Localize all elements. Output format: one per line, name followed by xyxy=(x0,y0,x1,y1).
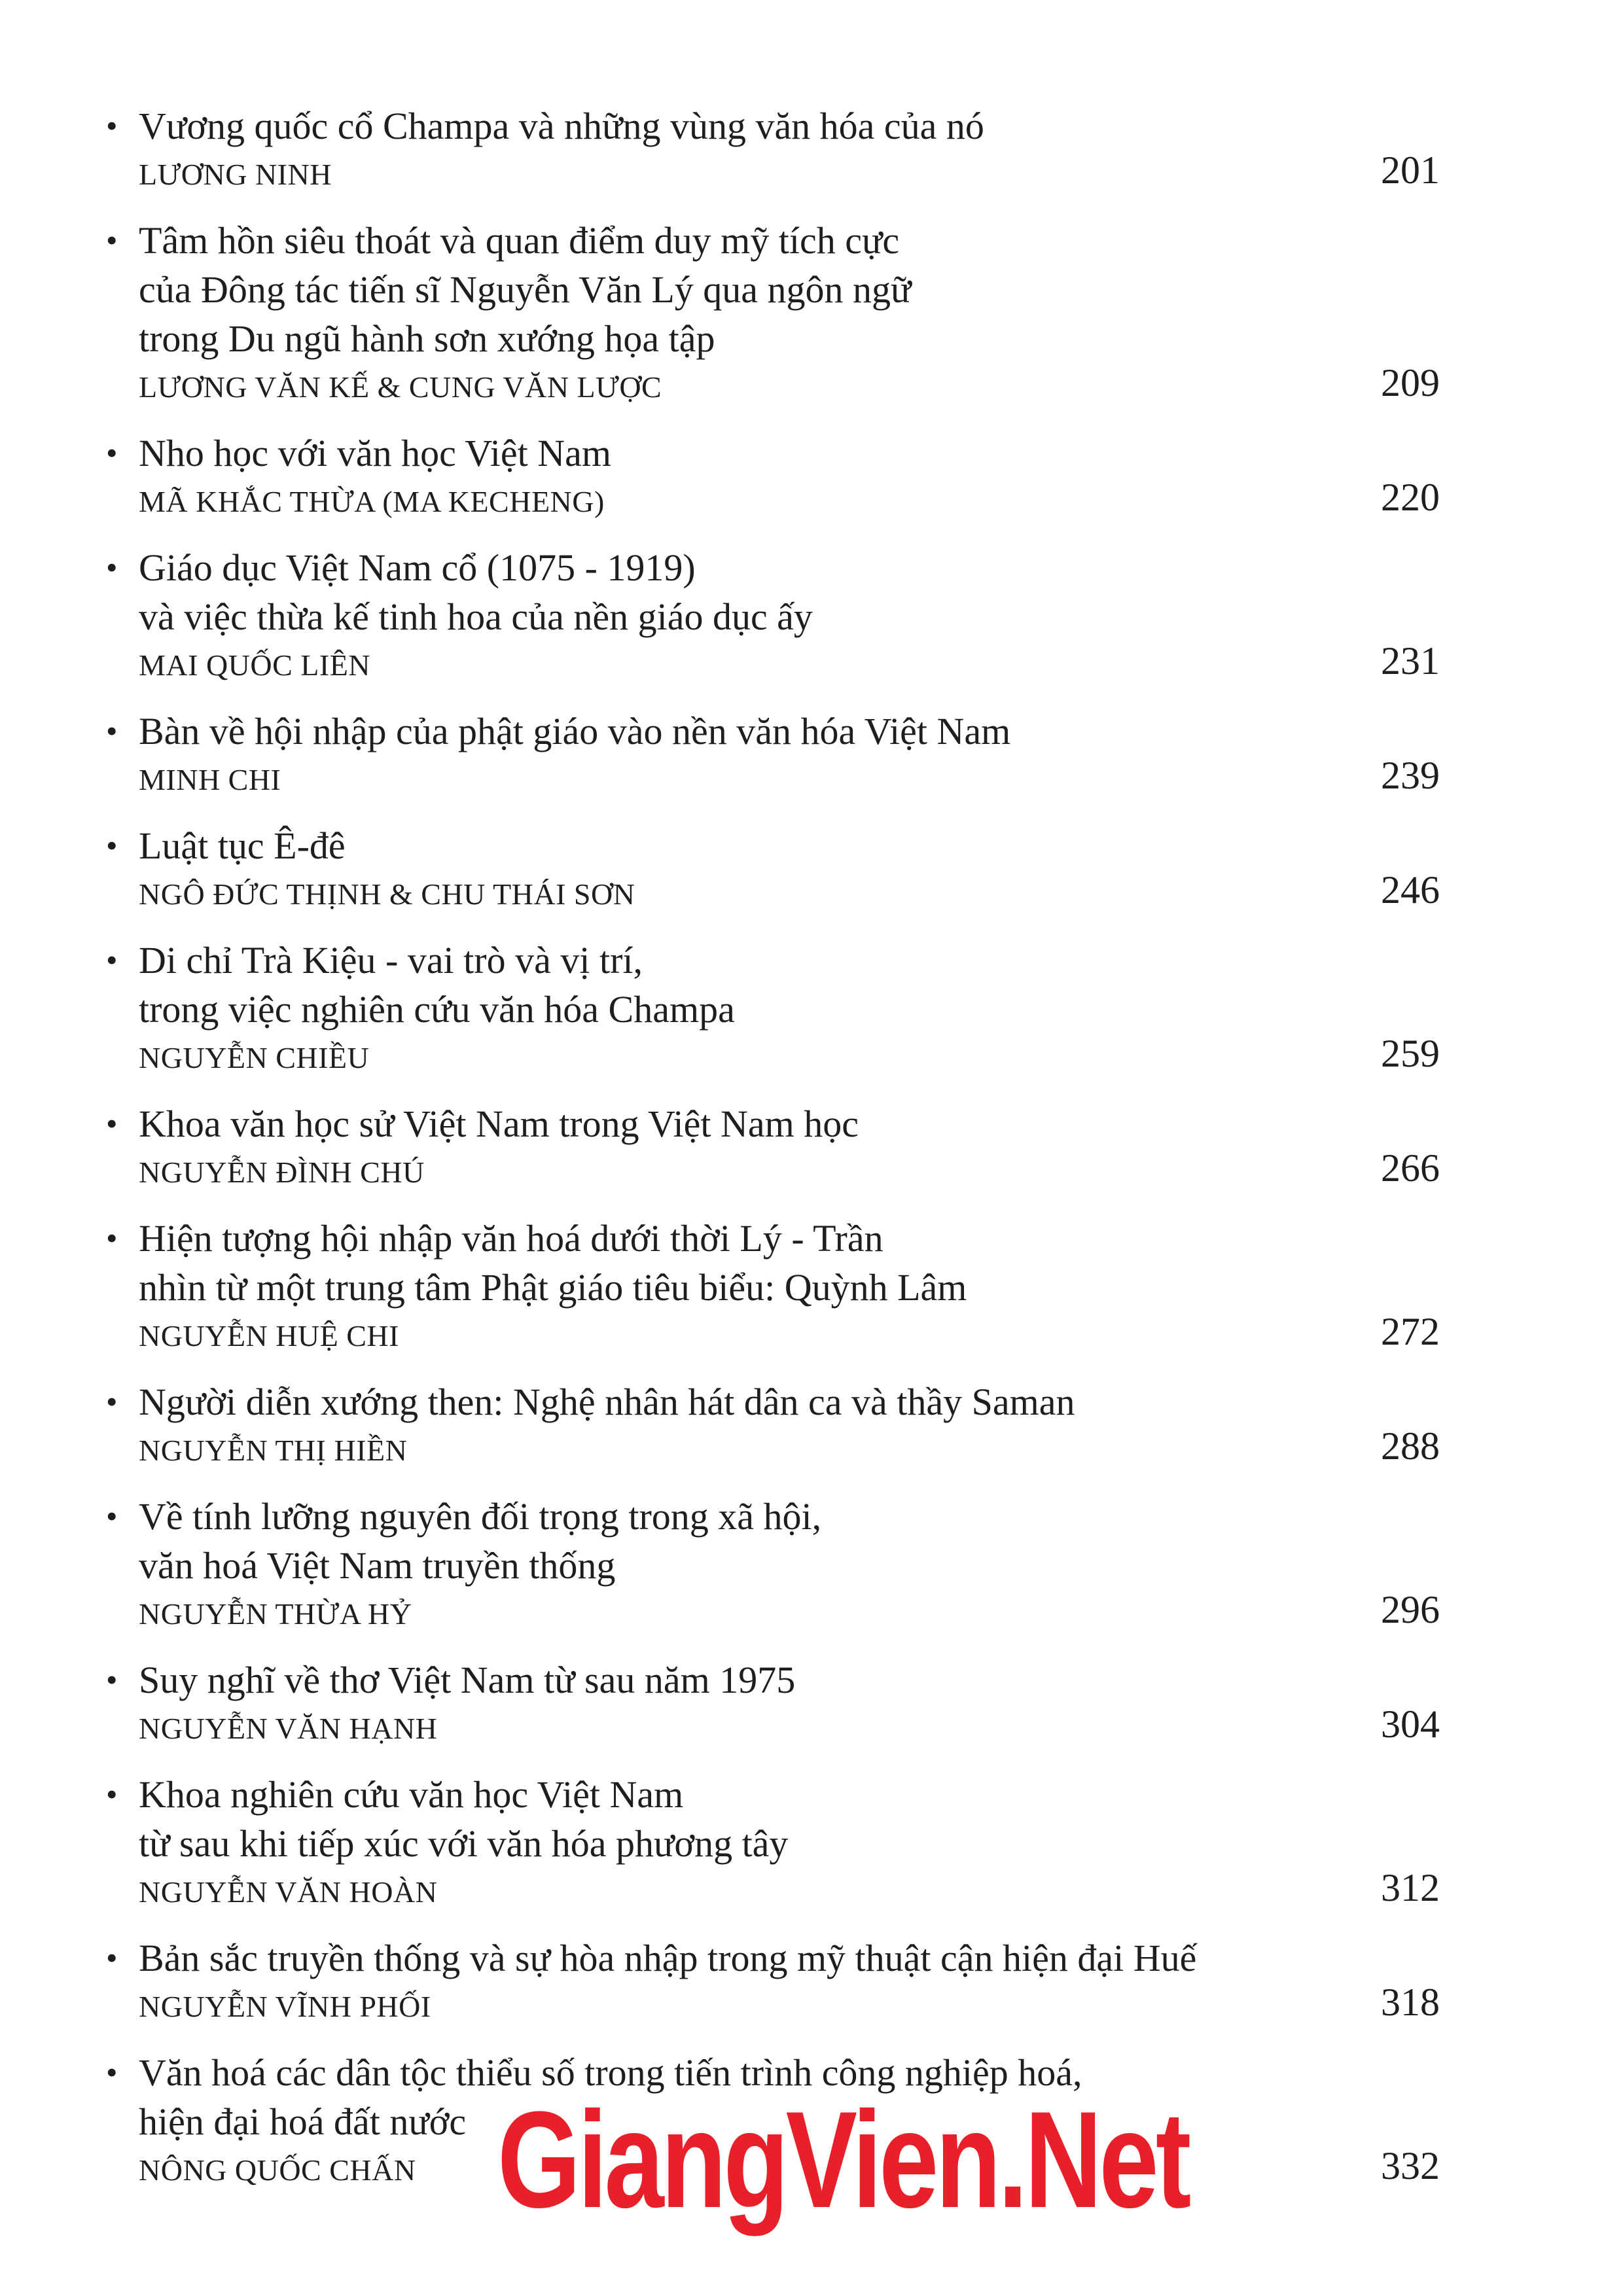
toc-entry xyxy=(98,429,1440,531)
entry-page-number: 304 xyxy=(1381,1703,1440,1746)
entry-title xyxy=(98,1934,1440,1983)
author-row xyxy=(98,150,1440,204)
entry-page-number: 318 xyxy=(1381,1981,1440,2024)
toc-entry xyxy=(98,821,1440,924)
bullet-icon: • xyxy=(106,1498,118,1534)
author-row xyxy=(98,756,1440,809)
entry-page-number: 266 xyxy=(1381,1146,1440,1190)
title-line: từ sau khi tiếp xúc với văn hóa phương tây xyxy=(139,1822,789,1865)
bullet-icon: • xyxy=(106,1776,118,1812)
title-line: của Đông tác tiến sĩ Nguyễn Văn Lý qua ngôn ngữ xyxy=(139,268,912,311)
watermark-logo: GiangVien.Net xyxy=(497,2083,1188,2236)
toc-entry xyxy=(98,1934,1440,2036)
title-line: hiện đại hoá đất nước xyxy=(139,2100,467,2143)
bullet-icon: • xyxy=(106,222,118,258)
entry-author: NGUYỄN HUỆ CHI xyxy=(139,1319,399,1352)
author-row xyxy=(98,363,1440,417)
author-row xyxy=(98,1590,1440,1644)
entry-title xyxy=(98,1492,1440,1590)
bullet-icon: • xyxy=(106,1939,118,1976)
title-line: Vương quốc cổ Champa và những vùng văn hóa của nó xyxy=(139,105,984,147)
entry-page-number: 296 xyxy=(1381,1588,1440,1631)
entry-title xyxy=(98,543,1440,641)
entry-page-number: 239 xyxy=(1381,754,1440,797)
title-line: Văn hoá các dân tộc thiểu số trong tiến trình công nghiệp hoá, xyxy=(139,2051,1082,2094)
entry-author: NGÔ ĐỨC THỊNH & CHU THÁI SƠN xyxy=(139,877,635,911)
title-line: nhìn từ một trung tâm Phật giáo tiêu biểu: Quỳnh Lâm xyxy=(139,1266,967,1309)
title-line: Người diễn xướng then: Nghệ nhân hát dân ca và thầy Saman xyxy=(139,1381,1075,1423)
toc-entry xyxy=(98,1214,1440,1366)
bullet-icon: • xyxy=(106,2054,118,2091)
entry-title xyxy=(98,1377,1440,1426)
entry-title xyxy=(98,936,1440,1034)
title-line: Nho học với văn học Việt Nam xyxy=(139,432,611,474)
toc-entry xyxy=(98,1770,1440,1922)
toc-entry xyxy=(98,216,1440,417)
entry-author: MINH CHI xyxy=(139,763,281,796)
toc-entry xyxy=(98,1655,1440,1758)
entry-author: NÔNG QUỐC CHẤN xyxy=(139,2153,416,2187)
author-row xyxy=(98,478,1440,531)
entry-page-number: 231 xyxy=(1381,639,1440,682)
entry-author: NGUYỄN ĐÌNH CHÚ xyxy=(139,1156,425,1189)
bullet-icon: • xyxy=(106,434,118,471)
title-line: Bàn về hội nhập của phật giáo vào nền văn hóa Việt Nam xyxy=(139,710,1011,752)
entry-page-number: 332 xyxy=(1381,2144,1440,2187)
entry-author: NGUYỄN CHIỀU xyxy=(139,1041,370,1074)
author-row xyxy=(98,1148,1440,1202)
title-line: Luật tục Ê-đê xyxy=(139,824,346,867)
entry-page-number: 201 xyxy=(1381,149,1440,192)
entry-author: LƯƠNG NINH xyxy=(139,158,332,191)
entry-title xyxy=(98,1099,1440,1148)
table-of-contents xyxy=(98,101,1440,2212)
entry-author: NGUYỄN THỊ HIỀN xyxy=(139,1434,408,1467)
bullet-icon: • xyxy=(106,1383,118,1420)
entry-page-number: 209 xyxy=(1381,361,1440,404)
author-row xyxy=(98,1704,1440,1758)
entry-author: NGUYỄN VĂN HẠNH xyxy=(139,1712,438,1745)
entry-page-number: 246 xyxy=(1381,868,1440,911)
title-line: Hiện tượng hội nhập văn hoá dưới thời Lý - Trần xyxy=(139,1217,883,1260)
bullet-icon: • xyxy=(106,107,118,144)
entry-title xyxy=(98,429,1440,478)
author-row xyxy=(98,1983,1440,2036)
title-line: Di chỉ Trà Kiệu - vai trò và vị trí, xyxy=(139,939,643,981)
entry-page-number: 312 xyxy=(1381,1866,1440,1909)
bullet-icon: • xyxy=(106,827,118,864)
title-line: Khoa văn học sử Việt Nam trong Việt Nam học xyxy=(139,1103,859,1145)
entry-page-number: 288 xyxy=(1381,1424,1440,1468)
title-line: trong Du ngũ hành sơn xướng họa tập xyxy=(139,317,715,360)
entry-title xyxy=(98,101,1440,150)
entry-page-number: 259 xyxy=(1381,1032,1440,1075)
bullet-icon: • xyxy=(106,713,118,749)
title-line: Suy nghĩ về thơ Việt Nam từ sau năm 1975 xyxy=(139,1659,796,1701)
toc-entry xyxy=(98,1492,1440,1644)
title-line: văn hoá Việt Nam truyền thống xyxy=(139,1544,616,1587)
title-line: Khoa nghiên cứu văn học Việt Nam xyxy=(139,1773,684,1816)
toc-entry xyxy=(98,936,1440,1087)
author-row xyxy=(98,870,1440,924)
title-line: Bản sắc truyền thống và sự hòa nhập trong mỹ thuật cận hiện đại Huế xyxy=(139,1937,1197,1979)
entry-author: MAI QUỐC LIÊN xyxy=(139,648,371,682)
entry-page-number: 220 xyxy=(1381,476,1440,519)
title-line: và việc thừa kế tinh hoa của nền giáo dục ấy xyxy=(139,595,813,638)
entry-title xyxy=(98,1770,1440,1868)
bullet-icon: • xyxy=(106,549,118,586)
author-row xyxy=(98,1034,1440,1087)
entry-page-number: 272 xyxy=(1381,1310,1440,1353)
author-row xyxy=(98,1312,1440,1366)
toc-entry xyxy=(98,1377,1440,1480)
entry-title xyxy=(98,821,1440,870)
entry-author: LƯƠNG VĂN KẾ & CUNG VĂN LƯỢC xyxy=(139,370,662,404)
title-line: Giáo dục Việt Nam cổ (1075 - 1919) xyxy=(139,546,696,589)
bullet-icon: • xyxy=(106,942,118,978)
entry-title xyxy=(98,216,1440,363)
entry-title xyxy=(98,707,1440,756)
title-line: trong việc nghiên cứu văn hóa Champa xyxy=(139,988,735,1031)
entry-author: MÃ KHẮC THỪA (MA KECHENG) xyxy=(139,485,605,518)
toc-entry xyxy=(98,1099,1440,1202)
title-line: Tâm hồn siêu thoát và quan điểm duy mỹ tích cực xyxy=(139,219,900,262)
author-row xyxy=(98,1426,1440,1480)
entry-author: NGUYỄN VĂN HOÀN xyxy=(139,1875,438,1909)
entry-author: NGUYỄN VĨNH PHỐI xyxy=(139,1990,431,2023)
title-line: Về tính lưỡng nguyên đối trọng trong xã hội, xyxy=(139,1495,822,1538)
bullet-icon: • xyxy=(106,1661,118,1698)
toc-entry xyxy=(98,543,1440,695)
toc-entry xyxy=(98,707,1440,809)
author-row xyxy=(98,641,1440,695)
bullet-icon: • xyxy=(106,1220,118,1256)
author-row xyxy=(98,1868,1440,1922)
bullet-icon: • xyxy=(106,1105,118,1142)
entry-title xyxy=(98,1655,1440,1704)
toc-entry xyxy=(98,101,1440,204)
entry-title xyxy=(98,1214,1440,1312)
entry-author: NGUYỄN THỪA HỶ xyxy=(139,1597,412,1631)
